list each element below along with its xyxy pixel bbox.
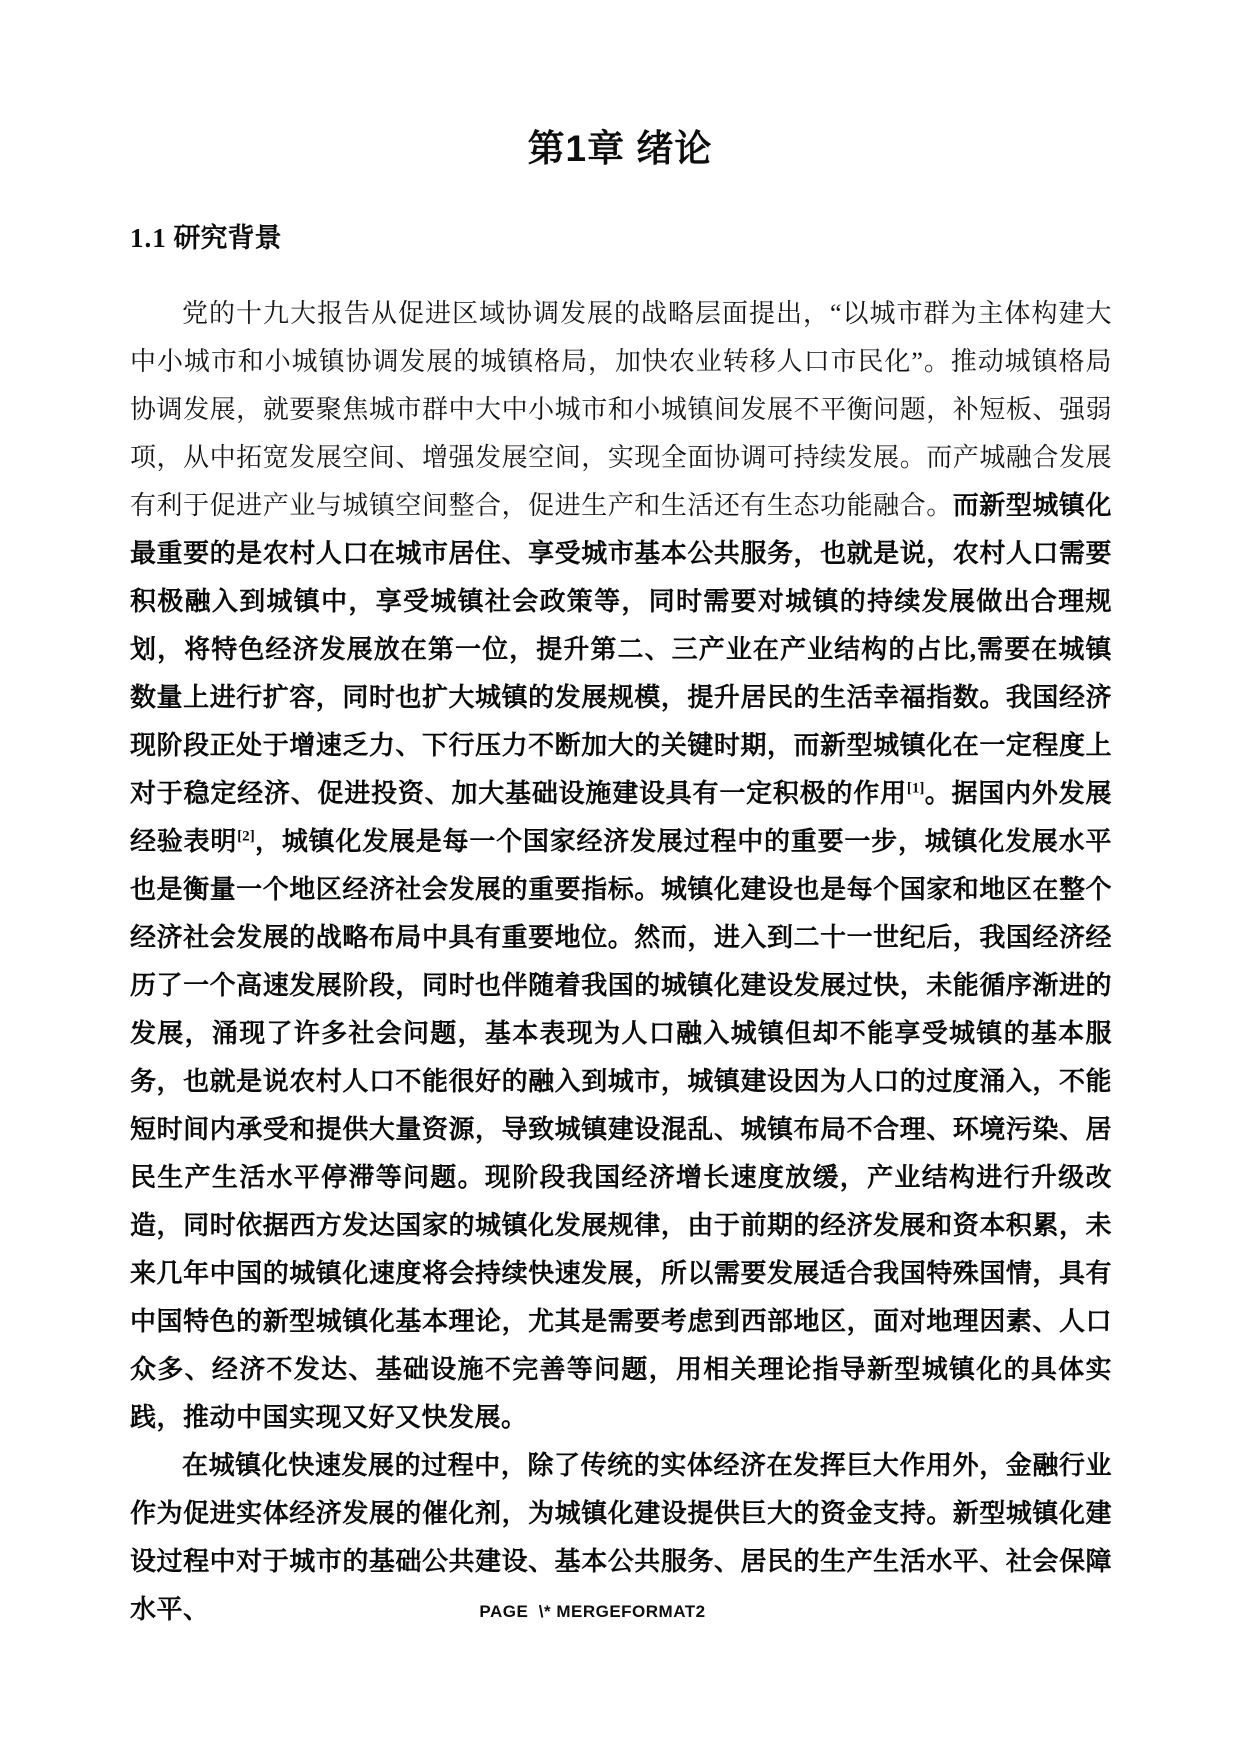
citation-ref: [2] (237, 828, 255, 845)
text-segment: 而新型城镇化最重要的是农村人口在城市居住、享受城市基本公共服务，也就是说，农村人口需要积极融入到城镇中，享受城镇社会政策等，同时需要对城镇的持续发展做出合理规划，将特色经济发展放在第一位，提升第二、三产业在产业结构的占比,需要在城镇数量上进行扩容，同时也扩大城镇的发展规模，提升居民的生活幸福指数。我国经济现阶段正处于增速乏力、下行压力不断加大的关键时期，而新型城镇化在一定程度上对于稳定经济、促进投资、加大基础设施建设具有一定积极的作用 (130, 491, 1112, 808)
section-title: 研究背景 (173, 223, 282, 253)
text-segment: 。据国内外发展经验表明 (130, 779, 1112, 856)
section-number: 1.1 (130, 223, 167, 253)
section-heading (130, 222, 1240, 254)
paragraph-research-background-1 (130, 290, 1112, 1442)
chapter-title: 第1章 绪论 (527, 128, 713, 169)
text-segment: ，城镇化发展是每一个国家经济发展过程中的重要一步，城镇化发展水平也是衡量一个地区经济社会发展的重要指标。城镇化建设也是每个国家和地区在整个经济社会发展的战略布局中具有重要地位。然而，进入到二十一世纪后，我国经济经历了一个高速发展阶段，同时也伴随着我国的城镇化建设发展过快，未能循序渐进的发展，涌现了许多社会问题，基本表现为人口融入城镇但却不能享受城镇的基本服务，也就是说农村人口不能很好的融入到城市，城镇建设因为人口的过度涌入，不能短时间内承受和提供大量资源，导致城镇建设混乱、城镇布局不合理、环境污染、居民生产生活水平停滞等问题。现阶段我国经济增长速度放缓，产业结构进行升级改造，同时依据西方发达国家的城镇化发展规律，由于前期的经济发展和资本积累，未来几年中国的城镇化速度将会持续快速发展，所以需要发展适合我国特殊国情，具有中国特色的新型城镇化基本理论，尤其是需要考虑到西部地区，面对地理因素、人口众多、经济不发达、基础设施不完善等问题，用相关理论指导新型城镇化的具体实践，推动中国实现又好又快发展。 (130, 827, 1112, 1432)
text-segment: 在城镇化快速发展的过程中，除了传统的实体经济在发挥巨大作用外，金融行业作为促进实体经济发展的催化剂，为城镇化建设提供巨大的资金支持。新型城镇化建设过程中对于城市的基础公共建设、基本公共服务、居民的生产生活水平、社会保障水平、 (130, 1451, 1112, 1624)
citation-ref: [1] (906, 780, 925, 797)
text-segment: 党的十九大报告从促进区域协调发展的战略层面提出，“以城市群为主体构建大中小城市和小城镇协调发展的城镇格局，加快农业转移人口市民化”。推动城镇格局协调发展，就要聚焦城市群中大中小城市和小城镇间发展不平衡问题，补短板、强弱项，从中拓宽发展空间、增强发展空间，实现全面协调可持续发展。而产城融合发展有利于促进产业与城镇空间整合，促进生产和生活还有生态功能融合。 (130, 299, 1112, 520)
page-number-field: PAGE \* MERGEFORMAT2 (479, 1602, 706, 1621)
body-text (130, 290, 1112, 1634)
